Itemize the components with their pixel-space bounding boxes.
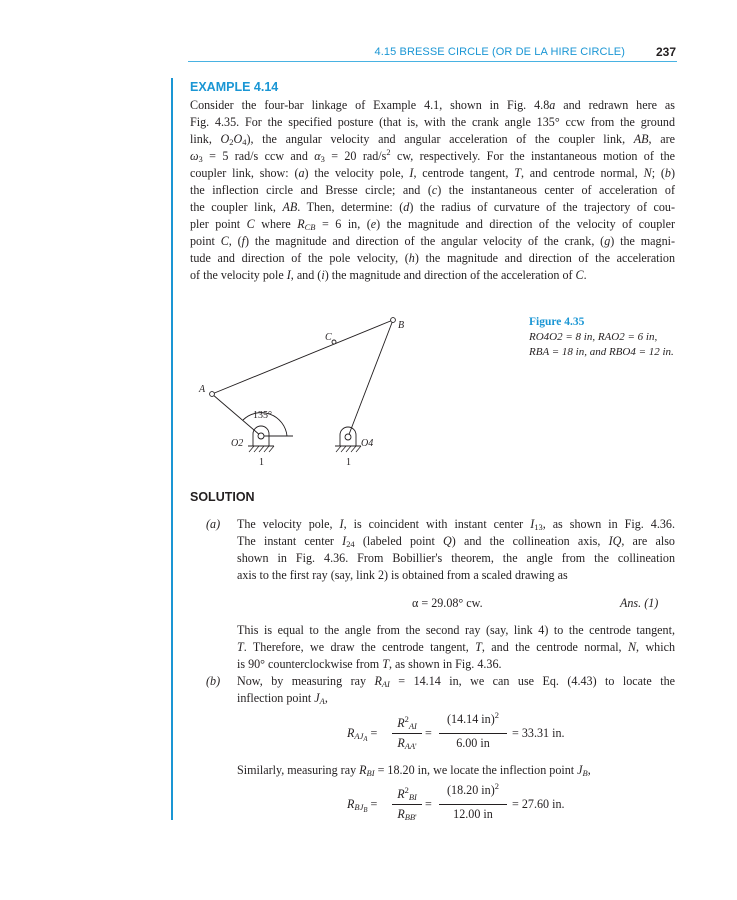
solution-line: T. Therefore, we draw the centrode tangent, T, and the centrode normal, N, which <box>237 640 676 654</box>
angle-label: 135° <box>253 410 272 421</box>
example-line: point C, (f) the magnitude and direction of the angular velocity of the crank, (g) the magni- <box>190 234 675 248</box>
part-a-label: (a) <box>206 517 221 531</box>
example-line: the coupler link, AB. Then, determine: (d) the radius of curvature of the trajectory of cou- <box>190 200 675 214</box>
solution-line: axis to the first ray (say, link 2) is obtained from a scaled drawing as <box>237 568 568 582</box>
joint-a <box>210 392 215 397</box>
linkage-figure <box>185 300 515 480</box>
caption-line-1: RO4O2 = 8 in, RAO2 = 6 in, <box>529 331 658 343</box>
example-line: link, $O_2O_4$), the angular velocity and angular acceleration of the coupler link, AB, are <box>190 132 675 147</box>
solution-line: inflection point $J_A$, <box>237 691 328 706</box>
solution-line: The velocity pole, I, is coincident with instant center $I_{13}$, as shown in Fig. 4.36. <box>237 517 675 532</box>
example-line: $\omega_3 = 5$ rad/s ccw and $\alpha_3 = 20$ rad/$s^2$ cw, respectively. For the instantaneous motion of the <box>190 147 675 164</box>
page-number: 237 <box>655 45 676 59</box>
label-o4: O4 <box>361 438 374 449</box>
ground-label-1: 1 <box>259 457 264 468</box>
solution-line: is 90° counterclockwise from T, as shown in Fig. 4.36. <box>237 657 502 671</box>
example-line: tude and direction of the pole velocity, (h) the magnitude and direction of the acceleration <box>190 251 675 265</box>
figure-title: Figure 4.35 <box>529 316 585 328</box>
section-title: 4.15 BRESSE CIRCLE (OR DE LA HIRE CIRCLE) <box>374 46 625 58</box>
solution-line: The instant center $I_{24}$ (labeled point Q) and the collineation axis, IQ, are also <box>237 534 675 549</box>
solution-line: This is equal to the angle from the second ray (say, link 4) to the centrode tangent, <box>237 623 675 637</box>
label-o2: O2 <box>231 438 244 449</box>
example-statement <box>190 97 675 284</box>
coupler-link <box>212 320 393 394</box>
example-margin-bar <box>171 78 173 820</box>
example-line: Consider the four-bar linkage of Example 4.1, shown in Fig. 4.8a and redrawn here as <box>190 98 676 112</box>
header-rule <box>188 61 677 62</box>
example-line: coupler link, show: (a) the velocity pole, I, centrode tangent, T, and centrode normal, N; (b) <box>190 166 675 180</box>
answer-tag-1: Ans. (1) <box>620 596 659 610</box>
ground-label-2: 1 <box>346 457 351 468</box>
running-head <box>0 44 737 64</box>
solution-line: Similarly, measuring ray $R_{BI} = 18.20$ in, we locate the inflection point $J_B$, <box>237 763 591 778</box>
caption-line-2: RBA = 18 in, and RBO4 = 12 in. <box>529 346 674 358</box>
solution-line: Now, by measuring ray $R_{AI} = 14.14$ in, we can use Eq. (4.43) to locate the <box>237 674 675 689</box>
figure-caption <box>529 315 674 360</box>
example-heading: EXAMPLE 4.14 <box>190 80 279 94</box>
example-line: Fig. 4.35. For the specified posture (that is, with the crank angle 135° ccw from the ground <box>190 115 675 129</box>
example-line: pler point C where $R_{CB} = 6$ in, (e) the magnitude and direction of the velocity of coupler <box>190 217 676 232</box>
label-b: B <box>398 320 405 331</box>
solution-line: shown in Fig. 4.36. From Bobillier's theorem, the angle from the collineation <box>237 551 675 565</box>
label-a: A <box>199 384 206 395</box>
label-c: C <box>325 332 332 343</box>
part-b-label: (b) <box>206 674 221 688</box>
rocker-link <box>348 320 393 437</box>
example-line: the inflection circle and Bresse circle; and (c) the instantaneous center of acceleration of <box>190 183 675 197</box>
solution-heading: SOLUTION <box>190 490 255 504</box>
ground-hatching <box>249 446 361 452</box>
joint-b <box>391 318 396 323</box>
example-line: of the velocity pole I, and (i) the magnitude and direction of the acceleration of C. <box>190 268 587 282</box>
equation-alpha: α = 29.08° cw. <box>412 596 483 610</box>
point-c <box>332 340 336 344</box>
